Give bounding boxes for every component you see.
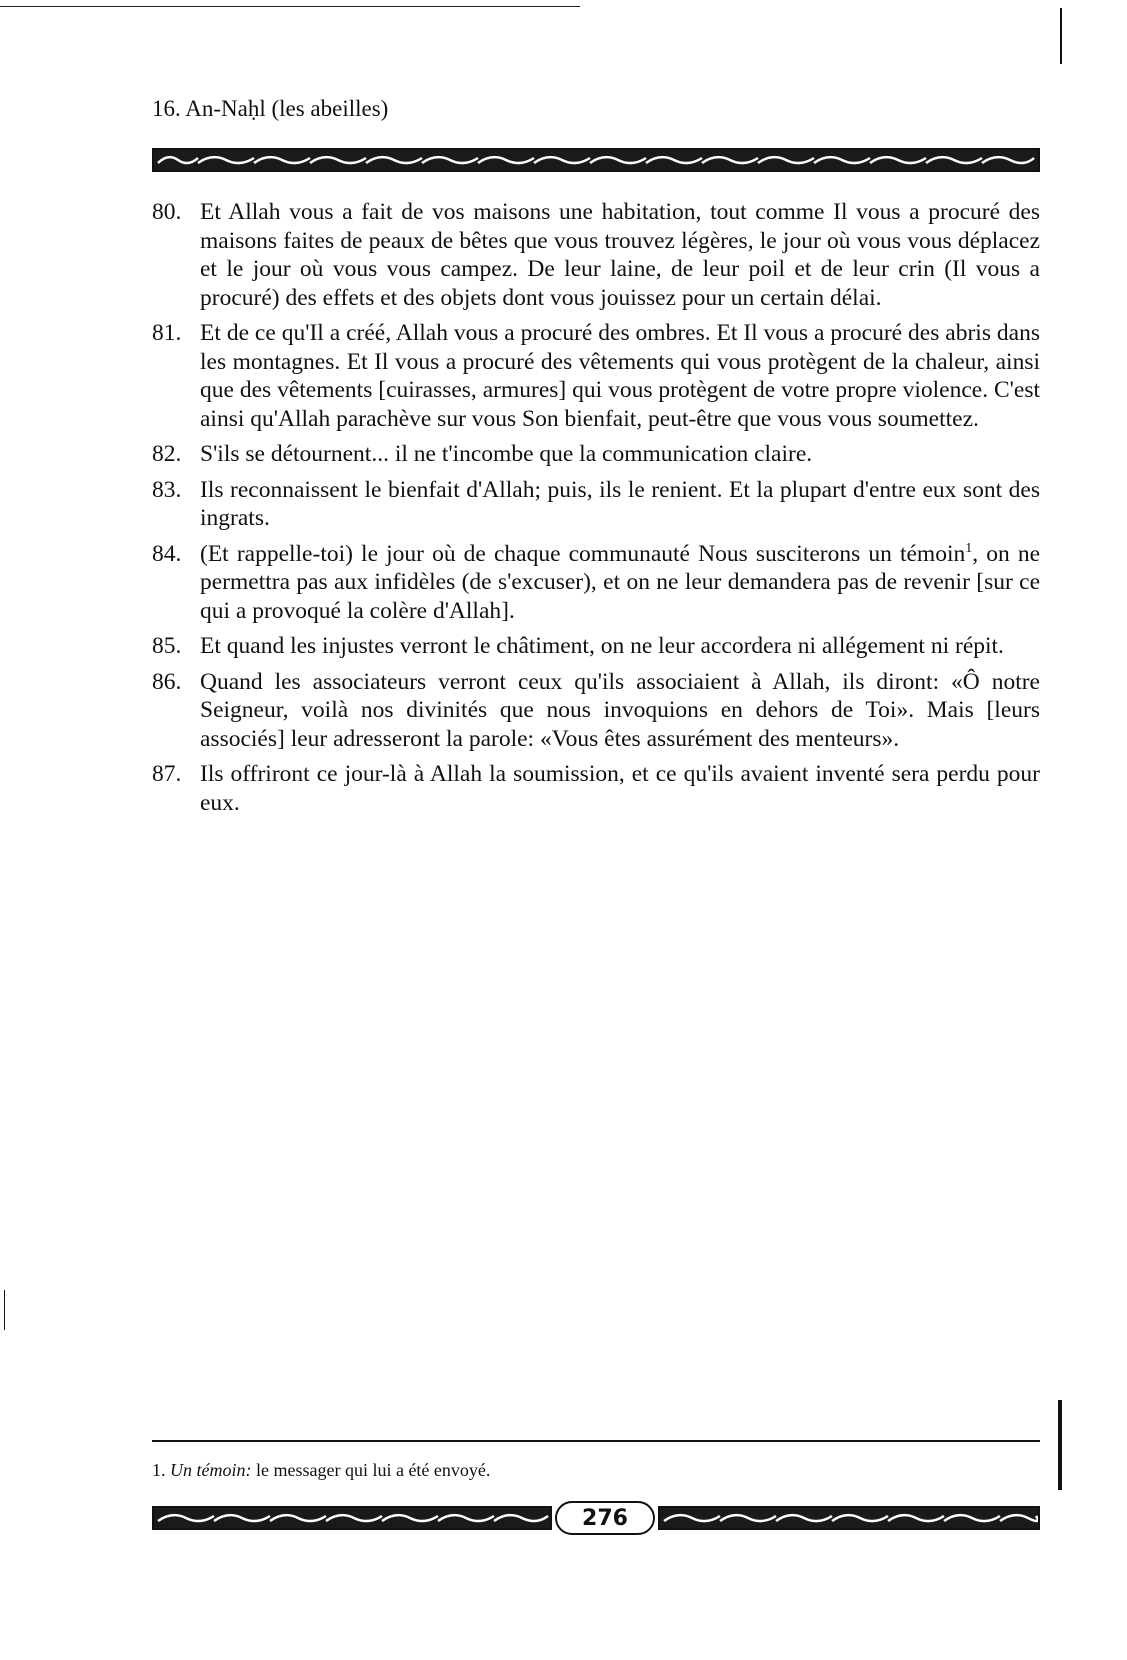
verse-list xyxy=(152,198,1040,824)
scan-edge-mark xyxy=(1058,1400,1062,1490)
verse-text-part: , on ne permettra pas aux infidèles (de s'excuser), et on ne leur demandera pas de revenir [sur ce qui a provoqué la colère d'Allah]. xyxy=(200,540,1040,624)
verse-number: 84. xyxy=(152,540,182,567)
verse-text: Et de ce qu'Il a créé, Allah vous a procuré des ombres. Et Il vous a procuré des abris dans les montagnes. Et Il vous a procuré des vêtements qui vous protègent de la chaleur, ainsi que des vêtements [cuirasses, armures] qui vous protègent de votre propre violence. C'est ainsi qu'Allah parachève sur vous Son bienfait, peut-être que vous vous soumettez. xyxy=(200,320,1040,432)
ornamental-band-bottom-left xyxy=(152,1506,552,1530)
ornament-pattern xyxy=(154,1508,550,1528)
verse-number: 85. xyxy=(152,633,182,659)
ornamental-band-top xyxy=(152,148,1040,172)
verse-83 xyxy=(152,476,1040,533)
footnote-reference: 1 xyxy=(965,540,973,556)
verse-number: 81. xyxy=(152,320,182,346)
verse-number: 86. xyxy=(152,668,182,695)
scan-edge-mark xyxy=(4,1290,5,1330)
verse-number: 83. xyxy=(152,476,182,503)
verse-text-part: (Et rappelle-toi) le jour où de chaque communauté Nous susciterons un témoin xyxy=(200,540,966,567)
verse-text: Et quand les injustes verront le châtiment, on ne leur accordera ni allégement ni répit. xyxy=(200,633,1004,659)
verse-80 xyxy=(152,198,1040,312)
running-header: 16. An-Naḥl (les abeilles) xyxy=(152,96,389,121)
verse-text: Ils offriront ce jour-là à Allah la soumission, et ce qu'ils avaient inventé sera perdu pour eux. xyxy=(200,761,1040,816)
verse-85 xyxy=(152,632,1040,661)
ornament-pattern xyxy=(154,150,1038,170)
footnote-term: Un témoin: xyxy=(170,1460,252,1480)
footnote-text: le messager qui lui a été envoyé. xyxy=(251,1460,491,1480)
verse-87 xyxy=(152,760,1040,817)
ornament-pattern xyxy=(660,1508,1038,1528)
verse-text: Ils reconnaissent le bienfait d'Allah; puis, ils le renient. Et la plupart d'entre eux sont des ingrats. xyxy=(200,476,1040,531)
footnote-number: 1. xyxy=(152,1460,166,1480)
verse-text: Quand les associateurs verront ceux qu'ils associaient à Allah, ils diront: «Ô notre Seigneur, voilà nos divinités que nous invoquions en dehors de Toi». Mais [leurs associés] leur adresseront la parole: «Vous êtes assurément des menteurs». xyxy=(200,668,1040,752)
top-border-line xyxy=(0,6,580,7)
verse-number: 82. xyxy=(152,441,182,467)
scan-edge-mark xyxy=(1060,8,1062,64)
verse-82 xyxy=(152,440,1040,469)
page-number: 276 xyxy=(555,1501,655,1535)
verse-81 xyxy=(152,319,1040,433)
verse-number: 80. xyxy=(152,199,182,225)
footnote-divider xyxy=(152,1440,1040,1442)
verse-84 xyxy=(152,540,1040,626)
verse-86 xyxy=(152,668,1040,754)
verse-text xyxy=(200,540,1040,626)
ornamental-band-bottom-right xyxy=(658,1506,1040,1530)
footnote xyxy=(152,1460,490,1481)
verse-text: Et Allah vous a fait de vos maisons une habitation, tout comme Il vous a procuré des maisons faites de peaux de bêtes que vous trouvez légères, le jour où vous vous déplacez et le jour où vous vous campez. De leur laine, de leur poil et de leur crin (Il vous a procuré) des effets et des objets dont vous jouissez pour un certain délai. xyxy=(200,199,1040,311)
verse-text: S'ils se détournent... il ne t'incombe que la communication claire. xyxy=(200,441,813,467)
verse-number: 87. xyxy=(152,761,182,787)
